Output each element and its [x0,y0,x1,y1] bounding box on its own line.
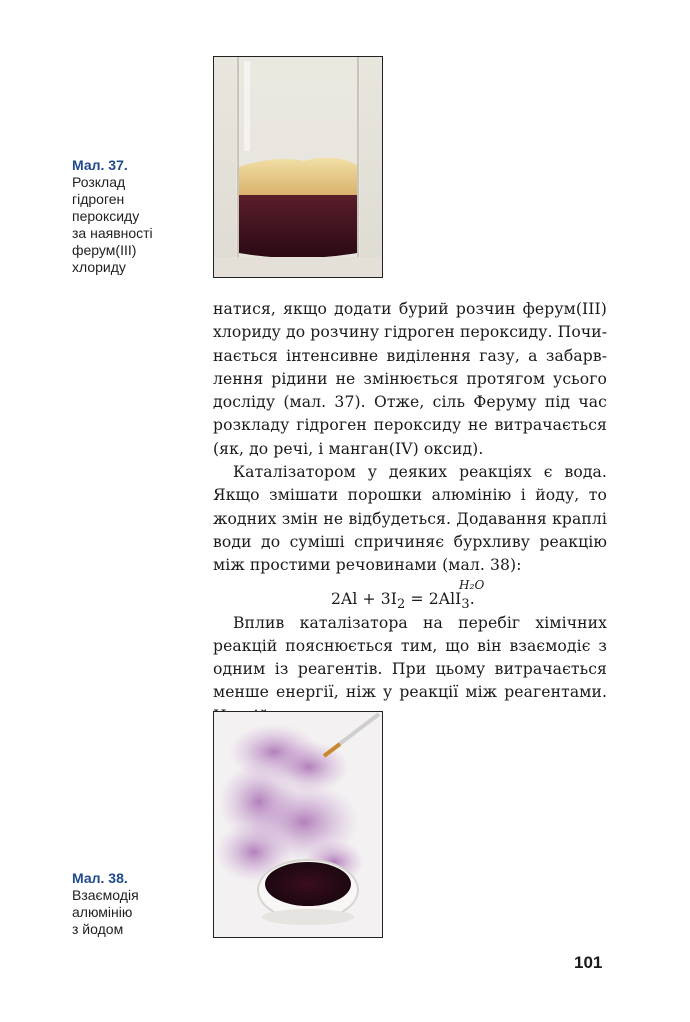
figure-38-caption [72,870,200,938]
equation-left: 2Al + 3I [331,589,398,608]
dish-illustration [214,712,382,937]
equation-subscript: 2 [397,596,406,612]
equation-end: . [469,589,475,608]
caption-line: алюмінію [72,904,133,920]
caption-line: Розклад [72,174,126,190]
caption-line: гідроген [72,191,125,207]
figure-38-photo [213,711,383,938]
figure-37-photo [213,56,383,278]
paragraph: натися, якщо додати бурий розчин ферум(III) хлориду до розчину гідроген пероксиду. Починається інтенсивне виділення газу, а забарвлення рідини не змінюється протягом усього досліду (мал. 37). Отже, сіль Феруму під час розкладу гідроген пероксиду не витрачається (як, до речі, і манган(IV) оксид). [213,300,607,458]
equation-sign: = [405,589,429,608]
caption-line: Взаємодія [72,887,139,903]
jar-illustration [214,57,382,277]
equation-subscript: 3 [461,596,470,612]
caption-line: пероксиду [72,208,140,224]
caption-line: хлориду [72,259,126,275]
figure-37-label: Мал. 37. [72,157,128,173]
equation-right: 2AlI [428,589,462,608]
page-number: 101 [574,953,603,972]
main-text [213,298,607,728]
equation-condition: H₂O [459,577,485,592]
caption-line: ферум(ІІІ) [72,242,137,258]
figure-37-caption [72,157,200,276]
caption-line: з йодом [72,921,124,937]
figure-38-label: Мал. 38. [72,870,128,886]
paragraph: Каталізатором у деяких реакціях є вода. Якщо змішати порошки алюмінію і йоду, то жодних змін не відбудеться. Додавання краплі води до суміші спричиняє бурхливу реакцію між простими речовинами (мал. 38): [213,463,607,575]
chemical-equation [213,578,607,612]
paragraph: Вплив каталізатора на перебіг хімічних реакцій пояснюється тим, що він взаємодіє з одним із реагентів. При цьому витрачається менше енергії, ніж у реакції між реагентами. [213,613,607,702]
caption-line: за наявності [72,225,153,241]
